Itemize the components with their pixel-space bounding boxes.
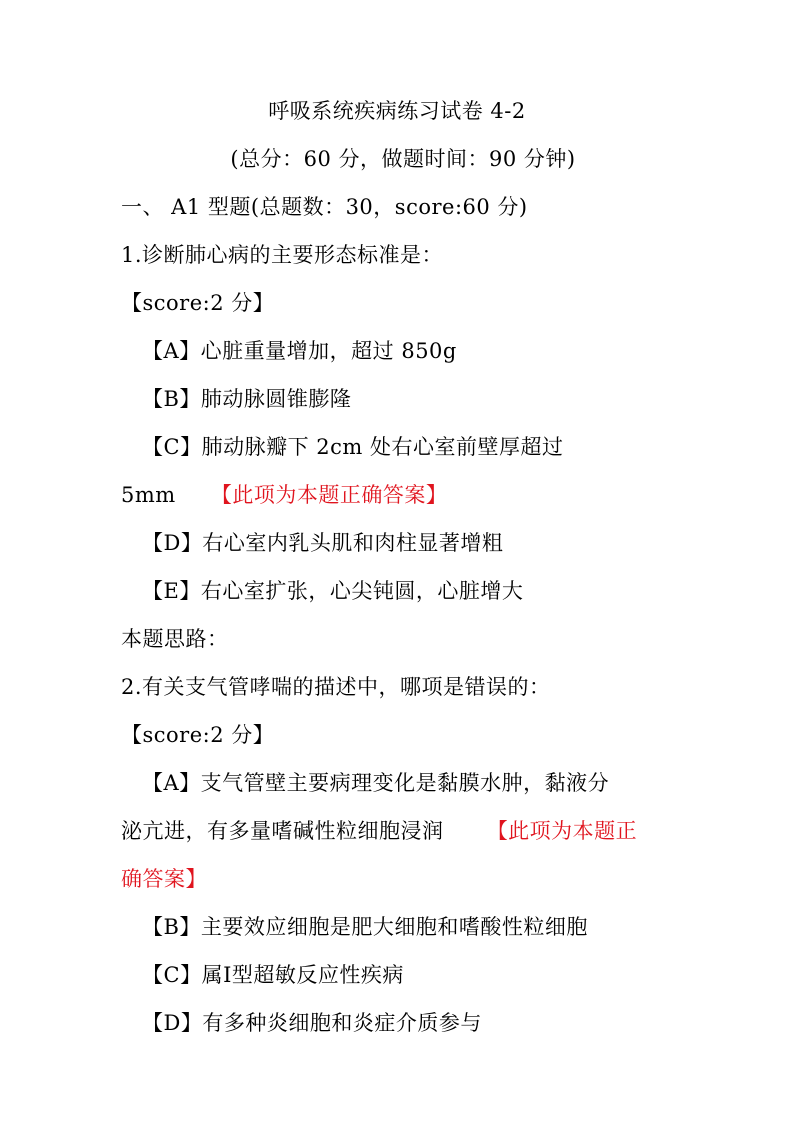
question-1-analysis: 本题思路： [121,627,229,651]
section-heading: 一、 A1 型题(总题数：30，score:60 分) [121,195,528,219]
correct-answer-mark: 【此项为本题正确答案】 [210,483,448,507]
correct-answer-mark-continued: 确答案】 [121,867,207,891]
correct-answer-mark: 【此项为本题正 [486,819,638,843]
exam-meta: (总分：60 分，做题时间：90 分钟) [230,147,576,171]
question-2-option-d: 【D】有多种炎细胞和炎症介质参与 [142,1011,482,1035]
question-2-option-a-continued [121,819,637,843]
question-1-option-c: 【C】肺动脉瓣下 2cm 处右心室前壁厚超过 [142,435,564,459]
question-1-option-d: 【D】右心室内乳头肌和肉柱显著增粗 [142,531,504,555]
question-2-score: 【score:2 分】 [121,723,275,747]
question-1-stem: 1.诊断肺心病的主要形态标准是： [121,243,444,267]
question-1-option-b: 【B】肺动脉圆锥膨隆 [142,387,352,411]
question-2-option-a: 【A】支气管壁主要病理变化是黏膜水肿，黏液分 [142,771,610,795]
option-c-tail: 5mm [121,483,176,507]
exam-title: 呼吸系统疾病练习试卷 4-2 [268,99,526,123]
question-1-option-e: 【E】右心室扩张，心尖钝圆，心脏增大 [142,579,524,603]
question-2-stem: 2.有关支气管哮喘的描述中，哪项是错误的： [121,675,551,699]
question-2-option-b: 【B】主要效应细胞是肥大细胞和嗜酸性粒细胞 [142,915,588,939]
question-2-option-c: 【C】属Ⅰ型超敏反应性疾病 [142,963,404,987]
question-1-option-a: 【A】心脏重量增加，超过 850g [142,339,457,363]
option-a-tail: 泌亢进，有多量嗜碱性粒细胞浸润 [121,819,444,843]
question-1-score: 【score:2 分】 [121,291,275,315]
question-1-option-c-continued [121,483,447,507]
